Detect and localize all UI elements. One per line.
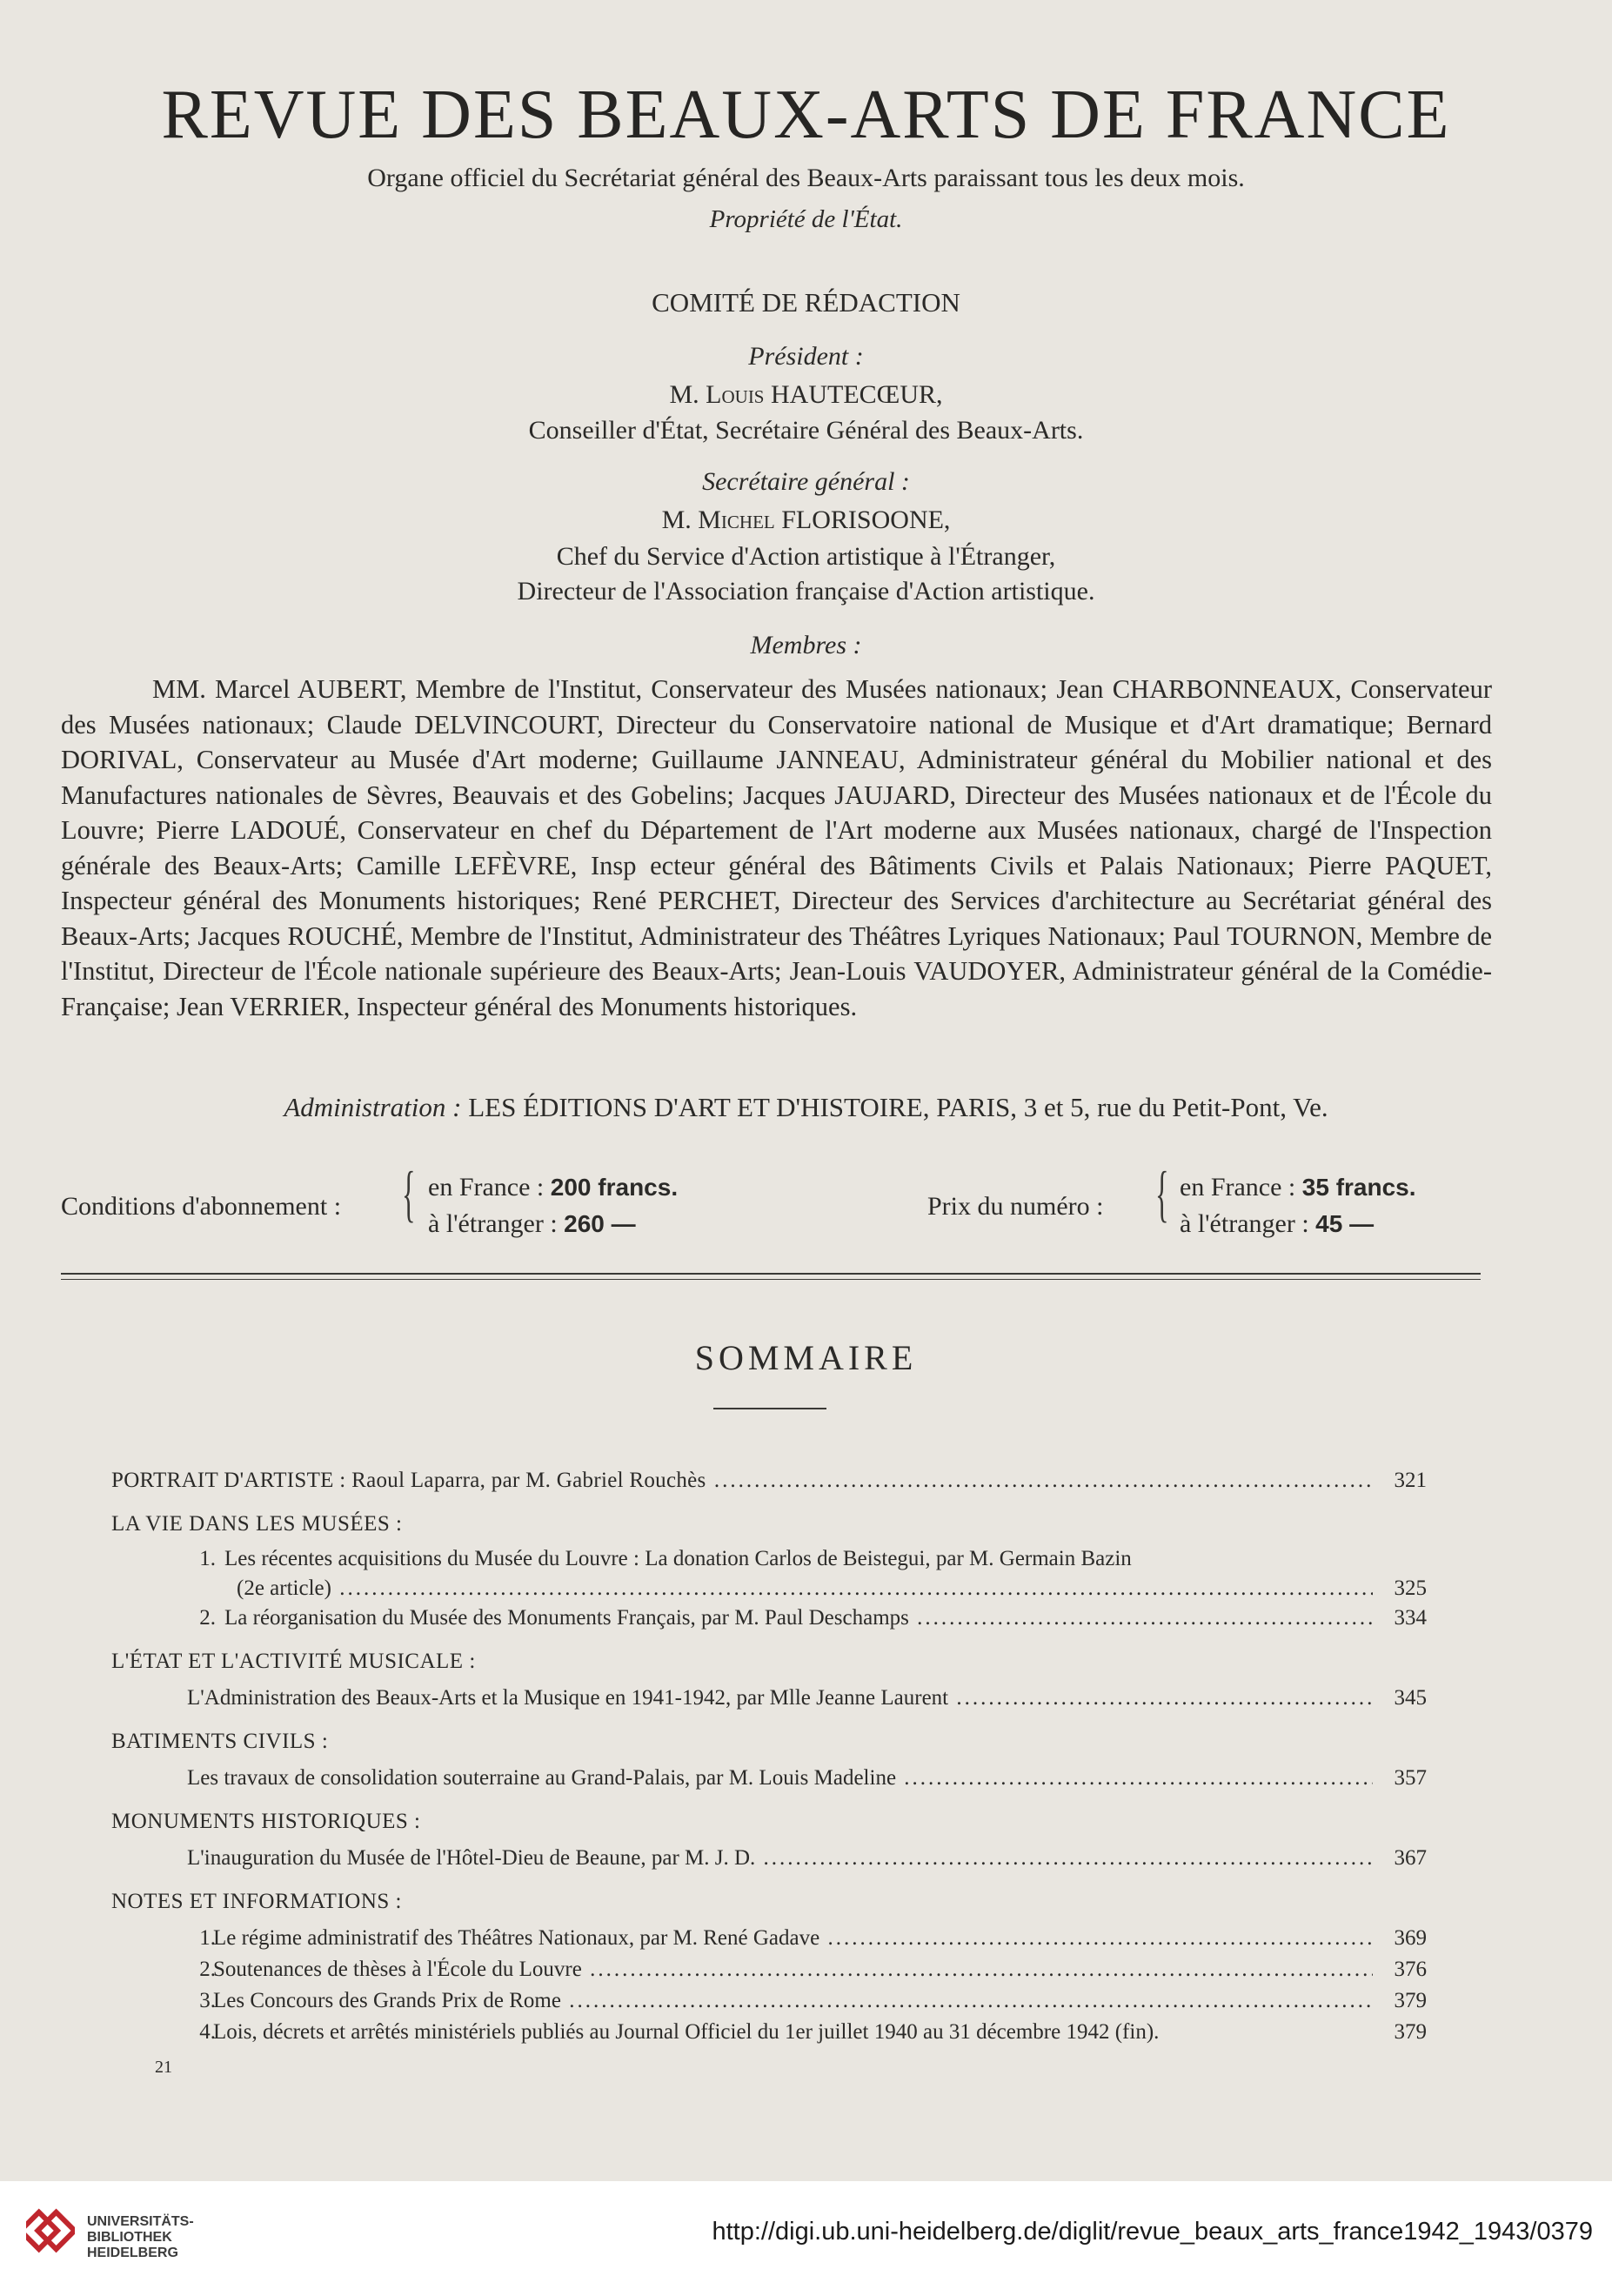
subscription-france-label: en France : — [428, 1173, 545, 1202]
president-label: Président : — [748, 342, 864, 371]
toc-entry-page: 376 — [1394, 1958, 1427, 1981]
secretary-first-name: Michel — [698, 505, 775, 534]
toc-entry[interactable] — [0, 1606, 1612, 1636]
divider-rule-bottom — [61, 1279, 1481, 1280]
issue-price-label: Prix du numéro : — [927, 1192, 1104, 1221]
members-label: Membres : — [750, 631, 862, 659]
subscription-france — [428, 1173, 678, 1202]
pricing-row — [0, 1159, 1612, 1244]
source-url-link[interactable]: http://digi.ub.uni-heidelberg.de/diglit/revue_beaux_arts_france1942_1943/0379 — [712, 2218, 1593, 2246]
president-first-name: Louis — [706, 380, 765, 409]
president-last-name: HAUTECŒUR, — [771, 380, 943, 409]
subscription-label: Conditions d'abonnement : — [61, 1192, 342, 1221]
toc-entry-page: 379 — [1394, 1989, 1427, 2012]
toc-entry-page: 367 — [1394, 1846, 1427, 1870]
secretary-name — [0, 503, 1612, 538]
toc-entry[interactable] — [0, 1846, 1612, 1876]
section-heading: NOTES ET INFORMATIONS : — [111, 1890, 402, 1913]
library-name-line-1: UNIVERSITÄTS- — [87, 2214, 194, 2229]
subscription-abroad — [428, 1209, 636, 1239]
issue-price-abroad-price: 45 — — [1315, 1210, 1375, 1237]
toc-entry-number: 3. — [199, 1989, 216, 2012]
subscription-abroad-label: à l'étranger : — [428, 1209, 558, 1238]
committee-heading: COMITÉ DE RÉDACTION — [652, 287, 960, 318]
subtitle: Organe officiel du Secrétariat général des Beaux-Arts paraissant tous les deux mois. — [367, 164, 1245, 192]
library-logo-icon[interactable] — [26, 2206, 75, 2263]
toc-entry[interactable] — [0, 1686, 1612, 1716]
library-name-line-3: HEIDELBERG — [87, 2246, 178, 2260]
toc-entry-text: L'Administration des Beaux-Arts et la Musique en 1941-1942, par Mlle Jeanne Laurent ..... — [187, 1686, 1373, 1710]
secretary-prefix: M. — [661, 505, 692, 534]
section-heading: MONUMENTS HISTORIQUES : — [111, 1810, 421, 1833]
toc-entry-number: 4. — [199, 2020, 216, 2044]
toc-entry-text: La réorganisation du Musée des Monuments Français, par M. Paul Deschamps ..... — [224, 1606, 1373, 1630]
toc-entry[interactable] — [0, 2020, 1612, 2050]
toc-entry[interactable] — [0, 1989, 1612, 2018]
secretary-label: Secrétaire général : — [702, 467, 910, 496]
toc-entry-page: 369 — [1394, 1926, 1427, 1950]
subscription-abroad-price: 260 — — [564, 1210, 636, 1237]
toc-entry-number: 1. — [199, 1926, 216, 1950]
property-line: Propriété de l'État. — [709, 205, 903, 233]
toc-entry[interactable] — [0, 1958, 1612, 1987]
secretary-title-1: Chef du Service d'Action artistique à l'Étranger, — [556, 542, 1056, 571]
library-footer — [0, 2181, 1612, 2296]
page-signature: 21 — [155, 2058, 172, 2077]
toc-entry-number: 2. — [199, 1606, 216, 1630]
toc-entry[interactable] — [0, 1469, 1612, 1498]
toc-entry-page: 345 — [1394, 1686, 1427, 1710]
masthead-title: REVUE DES BEAUX-ARTS DE FRANCE — [161, 77, 1451, 153]
toc-entry[interactable] — [0, 1926, 1612, 1956]
section-heading: LA VIE DANS LES MUSÉES : — [111, 1512, 403, 1536]
section-heading: BATIMENTS CIVILS : — [111, 1730, 329, 1753]
toc-entry-text: PORTRAIT D'ARTISTE : Raoul Laparra, par M. Gabriel Rouchès ..... — [111, 1469, 1373, 1493]
toc-entry-page: 321 — [1394, 1469, 1427, 1492]
issue-price-abroad — [1180, 1209, 1374, 1239]
toc-entry-page: 357 — [1394, 1766, 1427, 1790]
issue-price-abroad-label: à l'étranger : — [1180, 1209, 1309, 1238]
president-title: Conseiller d'État, Secrétaire Général des Beaux-Arts. — [528, 416, 1084, 445]
members-paragraph: MM. Marcel AUBERT, Membre de l'Institut, Conservateur des Musées nationaux; Jean CHARBONNEAUX, Conservateur des Musées nationaux; Claude DELVINCOURT, Directeur du Conservatoire national de Musique et d'Art dramatique; Bernard DORIVAL, Conservateur au Musée d'Art moderne; Guillaume JANNEAU, Administrateur général du Mobilier national et des Manufactures nationales de Sèvres, Beauvais et des Gobelins; Jacques JAUJARD, Directeur des Musées nationaux et de l'École du Louvre; Pierre LADOUÉ, Conservateur en chef du Département de l'Art moderne aux Musées nationaux, chargé de l'Inspection générale des Beaux-Arts; Camille LEFÈVRE, Insp ecteur général des Bâtiments Civils et Palais Nationaux; Pierre PAQUET, Inspecteur général des Monuments historiques; René PERCHET, Directeur des Services d'architecture au Secrétariat général des Beaux-Arts; Jacques ROUCHÉ, Membre de l'Institut, Administrateur des Théâtres Lyriques Nationaux; Paul TOURNON, Membre de l'Institut, Directeur de l'École nationale supérieure des Beaux-Arts; Jean-Louis VAUDOYER, Administrateur général de la Comédie-Française; Jean VERRIER, Inspecteur général des Monuments historiques. — [61, 674, 1492, 1021]
secretary-last-name: FLORISOONE, — [781, 505, 951, 534]
president-name — [0, 378, 1612, 412]
section-heading: L'ÉTAT ET L'ACTIVITÉ MUSICALE : — [111, 1650, 476, 1673]
toc-entry-page: 379 — [1394, 2020, 1427, 2044]
toc-entry-text: Les récentes acquisitions du Musée du Louvre : La donation Carlos de Beistegui, par M. Germain Bazin — [224, 1547, 1132, 1570]
toc-entry-page: 325 — [1394, 1576, 1427, 1600]
toc-entry-text: Le régime administratif des Théâtres Nationaux, par M. René Gadave ..... — [213, 1926, 1373, 1951]
administration-label: Administration : — [284, 1092, 462, 1122]
toc-entry[interactable] — [0, 1766, 1612, 1796]
administration-text: LES ÉDITIONS D'ART ET D'HISTOIRE, PARIS, 3 et 5, rue du Petit-Pont, Ve. — [468, 1092, 1328, 1122]
toc-entry-page: 334 — [1394, 1606, 1427, 1630]
toc-entry-text: L'inauguration du Musée de l'Hôtel-Dieu de Beaune, par M. J. D. ..... — [187, 1846, 1373, 1871]
issue-price-france — [1180, 1173, 1416, 1202]
toc-entry-text: Lois, décrets et arrêtés ministériels publiés au Journal Officiel du 1er juillet 1940 au 31 décembre 1942 (fin). — [213, 2020, 1160, 2044]
toc-entry — [0, 1547, 1612, 1576]
subscription-brace: { — [402, 1159, 416, 1228]
secretary-title-2: Directeur de l'Association française d'Action artistique. — [517, 577, 1095, 606]
toc-entry-text: (2e article) ..... — [237, 1576, 1373, 1601]
toc-entry-number: 1. — [199, 1547, 216, 1570]
toc-entry-number: 2. — [199, 1958, 216, 1981]
divider-rule-top — [61, 1273, 1481, 1275]
toc-entry[interactable] — [0, 1576, 1612, 1606]
president-prefix: M. — [669, 380, 699, 409]
toc-entry-text: Soutenances de thèses à l'École du Louvre ..... — [213, 1958, 1373, 1982]
issue-price-france-label: en France : — [1180, 1173, 1296, 1202]
issue-price-brace: { — [1155, 1159, 1169, 1228]
sommaire-underline — [713, 1408, 826, 1409]
toc-entry-text: Les travaux de consolidation souterraine au Grand-Palais, par M. Louis Madeline ..... — [187, 1766, 1373, 1791]
library-name-line-2: BIBLIOTHEK — [87, 2230, 172, 2245]
toc-entry-text: Les Concours des Grands Prix de Rome ..... — [213, 1989, 1373, 2013]
issue-price-france-price: 35 francs. — [1301, 1174, 1416, 1201]
subscription-france-price: 200 francs. — [550, 1174, 679, 1201]
library-name — [87, 2214, 194, 2261]
sommaire-title: SOMMAIRE — [694, 1338, 918, 1377]
administration-line — [0, 1092, 1612, 1123]
